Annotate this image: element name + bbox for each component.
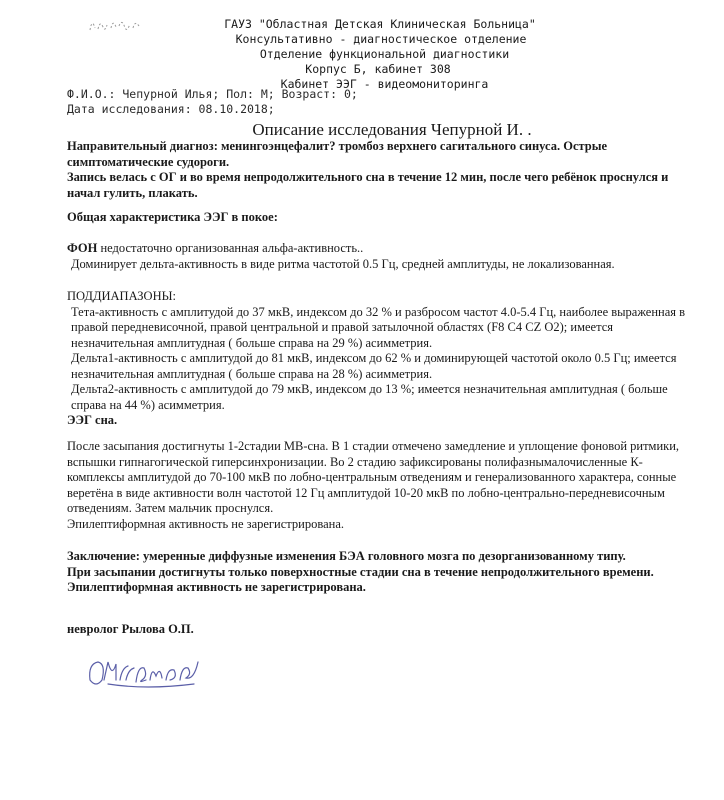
header-line-department: Консультативно - диагностическое отделение	[235, 32, 527, 46]
header-line-cabinet: Кабинет ЭЭГ - видеомониторинга	[280, 77, 489, 91]
sleep-epileptiform-note: Эпилептиформная активность не зарегистрирована.	[67, 516, 345, 531]
header-line-room: Корпус Б, кабинет 308	[305, 62, 451, 76]
study-date-line: Дата исследования: 08.10.2018;	[67, 102, 275, 116]
header-line-unit: Отделение функциональной диагностики	[259, 47, 510, 61]
clinic-header	[0, 17, 724, 92]
rest-heading: Общая характеристика ЭЭГ в покое:	[67, 210, 278, 224]
doctor-name: невролог Рылова О.П.	[67, 622, 194, 636]
subbands-heading: ПОДДИАПАЗОНЫ:	[67, 289, 176, 303]
delta2-description: Дельта2-активность с амплитудой до 79 мкВ, индексом до 13 %; имеется незначительная амплитудная ( больше справа на 44 %) асимметрия.	[71, 382, 668, 412]
referral-block	[67, 139, 695, 201]
doctor-block	[67, 622, 695, 638]
sleep-heading: ЭЭГ сна.	[67, 413, 118, 427]
fon-text: недостаточно организованная альфа-активность..	[97, 241, 364, 255]
delta1-description: Дельта1-активность с амплитудой до 81 мкВ, индексом до 62 % и доминирующей частотой около 0.5 Гц; имеется незначительная амплитудная ( больше справа на 28 %) асимметрия.	[71, 351, 677, 381]
fon-label: ФОН	[67, 241, 98, 255]
referral-diagnosis: Направительный диагноз: менингоэнцефалит? тромбоз верхнего сагитального синуса. Острые симптоматические судороги.	[67, 139, 608, 169]
background-block	[67, 241, 695, 272]
theta-description: Тета-активность с амплитудой до 37 мкВ, индексом до 32 % и разбросом частот 4.0-5.4 Гц, наиболее выраженная в правой передневисочной, правой центральной и правой затылочной областях (F8 C4 CZ O2); имеется незначительная амплитудная ( больше справа на 29 %) асимметрия.	[71, 304, 686, 350]
conclusion-epileptiform: Эпилептиформная активность не зарегистрирована.	[67, 580, 366, 594]
conclusion-block	[67, 549, 695, 596]
header-line-clinic: ГАУЗ "Областная Детская Клиническая Больница"	[224, 17, 536, 31]
handwritten-signature	[86, 650, 206, 694]
conclusion-main: Заключение: умеренные диффузные изменения БЭА головного мозга по дезорганизованному типу.	[67, 549, 626, 563]
report-title: Описание исследования Чепурной И. .	[252, 120, 532, 139]
rest-section	[67, 210, 695, 226]
patient-info	[67, 87, 358, 117]
conclusion-sleep: При засыпании достигнуты только поверхностные стадии сна в течение непродолжительного времени.	[67, 564, 654, 579]
subbands-block	[67, 289, 695, 429]
sleep-description: После засыпания достигнуты 1-2стадии МВ-сна. В 1 стадии отмечено замедление и уплощение фоновой ритмики, вспышки гипнагогической гиперсинхронизации. Во 2 стадию зафиксированы полифазнымалочисленные К-комплексы амплитудой до 70-100 мкВ по лобно-центральным отведениям и генерализованного характера, сонные веретёна в виде активности волн частотой 12 Гц амплитудой 10-20 мкВ по лобно-центрально-передневисочным отведениям. Затем мальчик проснулся.	[67, 439, 680, 515]
patient-name-line: Ф.И.О.: Чепурной Илья; Пол: М; Возраст: 0;	[67, 87, 358, 101]
dominant-activity: Доминирует дельта-активность в виде ритма частотой 0.5 Гц, средней амплитуды, не локализованная.	[71, 256, 615, 271]
recording-note: Запись велась с ОГ и во время непродолжительного сна в течение 12 мин, после чего ребёнок проснулся и начал гулить, плакать.	[67, 170, 669, 200]
sleep-block	[67, 439, 695, 532]
